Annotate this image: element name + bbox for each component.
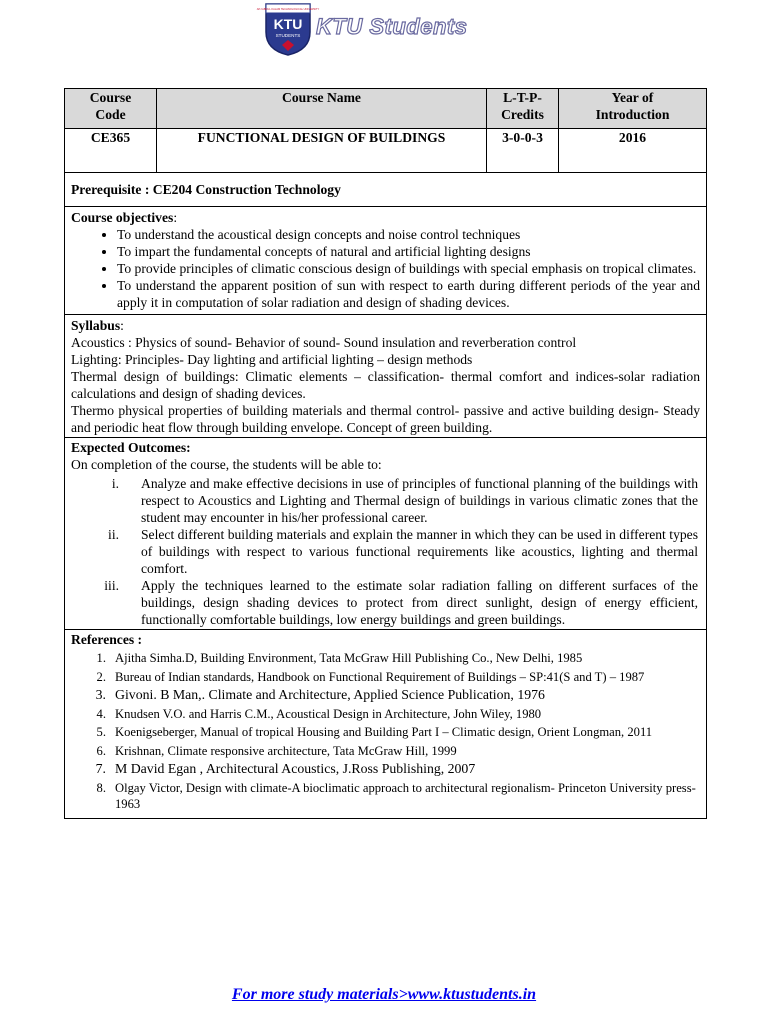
syllabus-line: Lighting: Principles- Day lighting and artificial lighting – design methods xyxy=(71,352,473,367)
list-item: i. Analyze and make effective decisions in use of principles of functional planning of the buildings with respect to Acoustics and Lighting and Thermal design of buildings in various climatic zones that the student may encounter in his/her professional career. xyxy=(111,476,698,525)
course-name: FUNCTIONAL DESIGN OF BUILDINGS xyxy=(157,129,487,173)
course-code: CE365 xyxy=(65,129,157,173)
objectives-title: Course objectives xyxy=(71,210,174,225)
outcomes-intro: On completion of the course, the students will be able to: xyxy=(71,457,382,472)
list-item: 8. Olgay Victor, Design with climate-A bioclimatic approach to architectural regionalism- Princeton University press-1963 xyxy=(96,780,696,811)
list-item: 3. Givoni. B Man,. Climate and Architecture, Applied Science Publication, 1976 xyxy=(95,687,545,702)
outcomes-list xyxy=(71,475,700,628)
list-item: 2. Bureau of Indian standards, Handbook on Functional Requirement of Buildings – SP:41(S and T) – 1987 xyxy=(96,669,645,684)
objectives-row: Course objectives: • To understand the acoustical design concepts and noise control techniques • To impart the fundamental concepts of natural and artificial lighting designs • To provide principles of climatic conscious design of buildings with special emphasis on tropical climates. • To understand the apparent position of sun with respect to earth during different periods of the year and apply it in computation of solar radiation and design of shading devices. xyxy=(65,207,707,315)
references-row xyxy=(65,630,707,819)
header-ltp: L-T-P- Credits xyxy=(487,89,559,129)
list-item: iii. Apply the techniques learned to the estimate solar radiation falling on different surfaces of the buildings, design shading devices to protect from direct sunlight, design of energy efficient, functionally comfortable buildings, low energy buildings and green buildings. xyxy=(104,578,698,627)
course-header-row xyxy=(65,89,707,129)
objectives-list xyxy=(71,226,700,311)
prerequisite: Prerequisite : CE204 Construction Technology xyxy=(71,182,341,197)
references-title: References : xyxy=(71,632,143,647)
course-year: 2016 xyxy=(559,129,707,173)
list-item: 1. Ajitha Simha.D, Building Environment, Tata McGraw Hill Publishing Co., New Delhi, 1985 xyxy=(96,651,583,665)
study-materials-link[interactable]: For more study materials>www.ktustudents.in xyxy=(231,986,537,1003)
prerequisite-row xyxy=(65,173,707,207)
list-item: • To provide principles of climatic conscious design of buildings with special emphasis on tropical climates. xyxy=(117,260,700,277)
header-year: Year of Introduction xyxy=(559,89,707,129)
brand-title: KTU Students xyxy=(316,14,468,39)
syllabus-line: Thermo physical properties of building materials and thermal control- passive and active building design- Steady and periodic heat flow through building envelope. Concept of green building. xyxy=(71,403,700,435)
list-item: • To impart the fundamental concepts of natural and artificial lighting designs xyxy=(117,243,700,260)
course-info-row xyxy=(65,129,707,173)
course-table xyxy=(64,88,707,819)
list-item: ii. Select different building materials and explain the manner in which they can be used in different types of buildings with respect to various functional requirements like acoustics, lighting and thermal comfort. xyxy=(108,527,698,576)
syllabus-line: Thermal design of buildings: Climatic elements – classification- thermal comfort and indices-solar radiation calculations and design of shading devices. xyxy=(71,369,700,401)
references-list xyxy=(71,650,700,813)
course-ltp: 3-0-0-3 xyxy=(487,129,559,173)
syllabus-title: Syllabus xyxy=(71,318,121,333)
header-course-code: Course Code xyxy=(65,89,157,129)
logo-ktu-text: KTU xyxy=(273,16,303,32)
logo-sub-text: STUDENTS xyxy=(275,33,301,38)
list-item: • To understand the apparent position of sun with respect to earth during different periods of the year and apply it in computation of solar radiation and design of shading devices. xyxy=(117,277,700,311)
header-course-name: Course Name xyxy=(157,89,487,129)
list-item: • To understand the acoustical design concepts and noise control techniques xyxy=(117,226,700,243)
syllabus-line: Acoustics : Physics of sound- Behavior of sound- Sound insulation and reverberation control xyxy=(71,335,577,350)
list-item: 4. Knudsen V.O. and Harris C.M., Acoustical Design in Architecture, John Wiley, 1980 xyxy=(96,706,542,721)
ktu-logo xyxy=(256,2,320,56)
list-item: 7. M David Egan , Architectural Acoustics, J.Ross Publishing, 2007 xyxy=(95,761,476,776)
list-item: 5. Koenigseberger, Manual of tropical Housing and Building Part I – Climatic design, Orient Longman, 2011 xyxy=(96,725,653,739)
logo-top-text: APJ ABDUL KALAM TECHNOLOGICAL UNIVERSITY xyxy=(256,8,320,11)
outcomes-row xyxy=(65,438,707,630)
outcomes-title: Expected Outcomes: xyxy=(71,440,191,455)
list-item: 6. Krishnan, Climate responsive architecture, Tata McGraw Hill, 1999 xyxy=(96,743,457,758)
syllabus-row: Syllabus: Acoustics : Physics of sound- Behavior of sound- Sound insulation and reverberation control Lighting: Principles- Day lighting and artificial lighting – design methods Thermal design of buildings: Climatic elements – classification- thermal comfort and indices-solar radiation calculations and design of shading devices. Thermo physical properties of building materials and thermal control- passive and active building design- Steady and periodic heat flow through building envelope. Concept of green building. xyxy=(65,315,707,438)
